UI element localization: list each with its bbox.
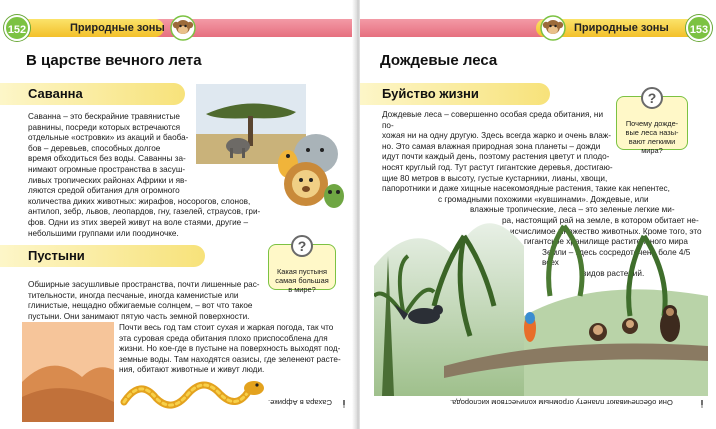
deserts-text-continued: Почти весь год там стоит сухая и жаркая погода, так что эта суровая среда обитания плохо приспособлена для жизни. Но кое-где в пустыне на поверхность выходят под- земные воды. Там находятся оазисы, где зеленеют расте- ния, обитают животные и живут люди.	[119, 323, 341, 375]
info-icon: i	[700, 397, 704, 408]
deserts-text: Обширные засушливые пространства, почти лишенные рас- тительности, иногда песчаные, иногда каменистые или глинистые, нещадно обжигаемые солнцем, – вот что такое пустыни. Они занимают пятую часть земной поверхности.	[28, 280, 260, 321]
savanna-title: Саванна	[28, 86, 83, 101]
desert-dune-illustration	[22, 322, 114, 422]
right-page-title: Дождевые леса	[380, 52, 498, 69]
question-mark-icon: ?	[291, 235, 313, 257]
left-header-title: Природные зоны	[70, 22, 165, 34]
snake-illustration	[120, 372, 270, 412]
desert-question-box: ? Какая пустыня самая большая в мире?	[268, 244, 336, 290]
savanna-text: Саванна – это бескрайние травянистые равнины, посреди которых встречаются отдельные «островки» из акаций и баоба- бов – деревьев, способных долгое время обходиться без воды. Саванны за- нимают огромные пространства в засуш- ливых тропических районах Африки и яв- ляются средой обитания для огромного количества диких животных: жирафов, носорогов, слонов, антилоп, зебр, львов, леопардов, гну, газелей, страусов, гри- фов. Одни из этих зверей живут на воле стаями, другие – небольшими группами или поодиночке.	[28, 112, 261, 238]
left-page-number: 152	[4, 15, 30, 41]
right-page	[360, 0, 716, 429]
left-page-title: В царстве вечного лета	[26, 52, 202, 69]
right-page-number: 153	[686, 15, 712, 41]
deserts-title: Пустыни	[28, 248, 85, 263]
info-icon: i	[342, 397, 346, 408]
monkey-icon	[170, 15, 196, 41]
right-footer-answer: Они обеспечивают планету огромным количеством кислорода.	[450, 398, 673, 407]
left-footer-answer: Сахара в Африке.	[268, 398, 333, 407]
rainforest-question-box: ? Почему дожде- вые леса назы- вают легкими мира?	[616, 96, 688, 150]
question-mark-icon: ?	[641, 87, 663, 109]
savanna-illustration	[196, 84, 346, 214]
right-header-title: Природные зоны	[574, 22, 669, 34]
left-header	[0, 15, 356, 41]
rainforest-title: Буйство жизни	[382, 86, 479, 101]
left-page	[0, 0, 356, 429]
rainforest-illustration	[374, 196, 708, 396]
rainforest-text: Дождевые леса – совершенно особая среда обитания, ни по- хожая ни на одну другую. Здесь всегда жарко и очень влаж- но. Это самая влажная природная зона планеты – дожди идут почти каждый день, поэтому растения цветут и плодо- носят круглый год. Тут растут гигантские деревья, достигаю- щие 80 метров в высоту, густые кустарники, лианы, хвощи, папоротники и даже хищные насекомоядные растения, такие как непентес, с громадными похожими «кувшинами». Дождевые, или влажные тропические, леса – это зеленые легкие ми- ра, настоящий рай на земле, в котором обитает не- исчислимое множество животных. Кроме того, это гигантское хранилище растительного мира Земли – здесь сосредоточено боле 4/5 всех видов растений.	[382, 110, 702, 278]
monkey-icon	[540, 15, 566, 41]
right-header	[360, 15, 716, 41]
